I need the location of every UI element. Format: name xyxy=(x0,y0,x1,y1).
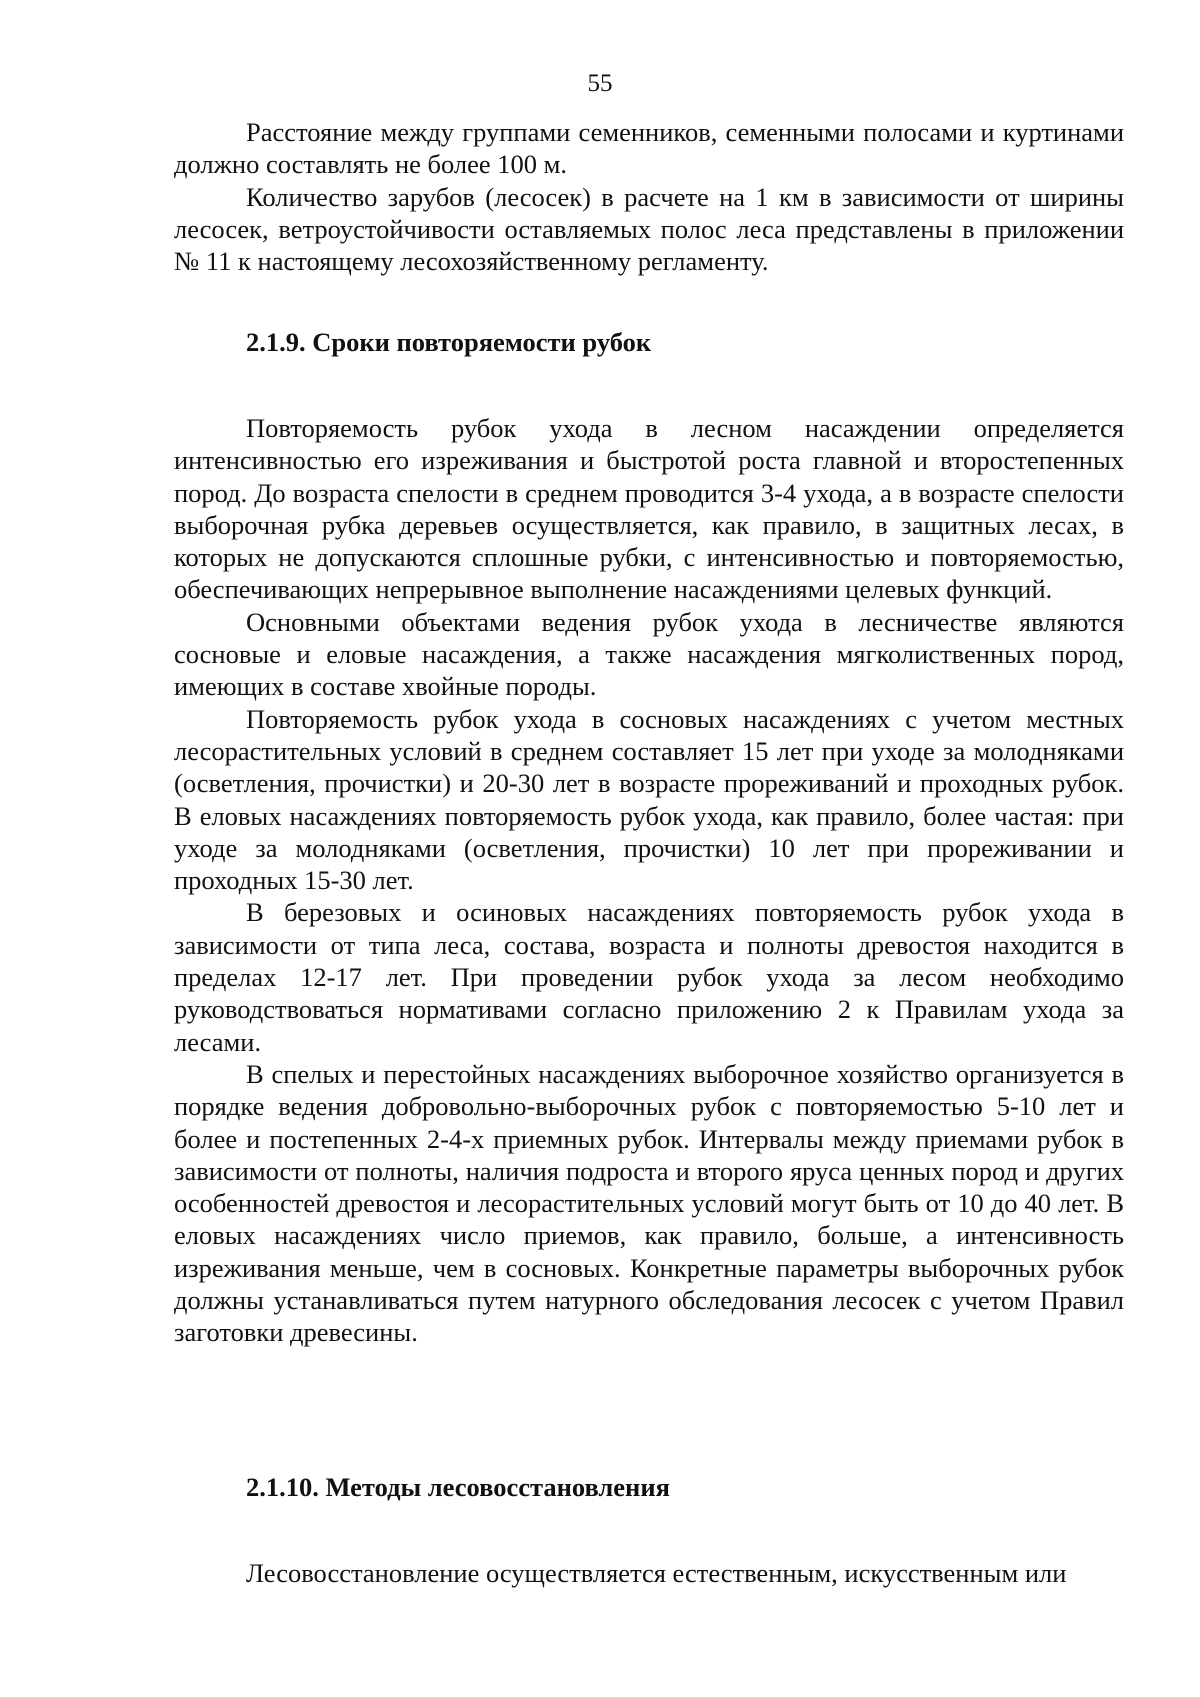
section-heading-2-1-10: 2.1.10. Методы лесовосстановления xyxy=(246,1472,670,1502)
page-number: 55 xyxy=(587,70,613,97)
paragraph: Лесовосстановление осуществляется естественным, искусственным или xyxy=(246,1558,1067,1588)
paragraph: Количество зарубов (лесосек) в расчете на 1 км в зависимости от ширины лесосек, ветроустойчивости оставляемых полос леса представлены в приложении № 11 к настоящему лесохозяйственному регламенту. xyxy=(174,181,1124,277)
paragraph: Повторяемость рубок ухода в сосновых насаждениях с учетом местных лесорастительных условий в среднем составляет 15 лет при уходе за молодняками (осветления, прочистки) и 20-30 лет в возрасте прореживаний и проходных рубок. В еловых насаждениях повторяемость рубок ухода, как правило, более частая: при уходе за молодняками (осветления, прочистки) 10 лет при прореживании и проходных 15-30 лет. xyxy=(174,703,1124,896)
section-2-1-9-text xyxy=(174,412,1124,1349)
paragraph: В спелых и перестойных насаждениях выборочное хозяйство организуется в порядке ведения добровольно-выборочных рубок с повторяемостью 5-10 лет и более и постепенных 2-4-х приемных рубок. Интервалы между приемами рубок в зависимости от полноты, наличия подроста и второго яруса ценных пород и других особенностей древостоя и лесорастительных условий могут быть от 10 до 40 лет. В еловых насаждениях число приемов, как правило, больше, а интенсивность изреживания меньше, чем в сосновых. Конкретные параметры выборочных рубок должны устанавливаться путем натурного обследования лесосек с учетом Правил заготовки древесины. xyxy=(174,1058,1124,1348)
section-2-1-10-text xyxy=(174,1557,1124,1589)
paragraph: Расстояние между группами семенников, семенными полосами и куртинами должно составлять не более 100 м. xyxy=(174,117,1124,180)
paragraph: Повторяемость рубок ухода в лесном насаждении определяется интенсивностью его изреживания и быстротой роста главной и второстепенных пород. До возраста спелости в среднем проводится 3-4 ухода, а в возрасте спелости выборочная рубка деревьев осуществляется, как правило, в защитных лесах, в которых не допускаются сплошные рубки, с интенсивностью и повторяемостью, обеспечивающих непрерывное выполнение насаждениями целевых функций. xyxy=(174,413,1124,605)
section-heading-2-1-9: 2.1.9. Сроки повторяемости рубок xyxy=(246,327,652,357)
paragraph: В березовых и осиновых насаждениях повторяемость рубок ухода в зависимости от типа леса, состава, возраста и полноты древостоя находится в пределах 12-17 лет. При проведении рубок ухода за лесом необходимо руководствоваться нормативами согласно приложению 2 к Правилам ухода за лесами. xyxy=(174,897,1124,1057)
intro-text xyxy=(174,116,1124,277)
paragraph: Основными объектами ведения рубок ухода в лесничестве являются сосновые и еловые насаждения, а также насаждения мягколиственных пород, имеющих в составе хвойные породы. xyxy=(174,606,1124,702)
